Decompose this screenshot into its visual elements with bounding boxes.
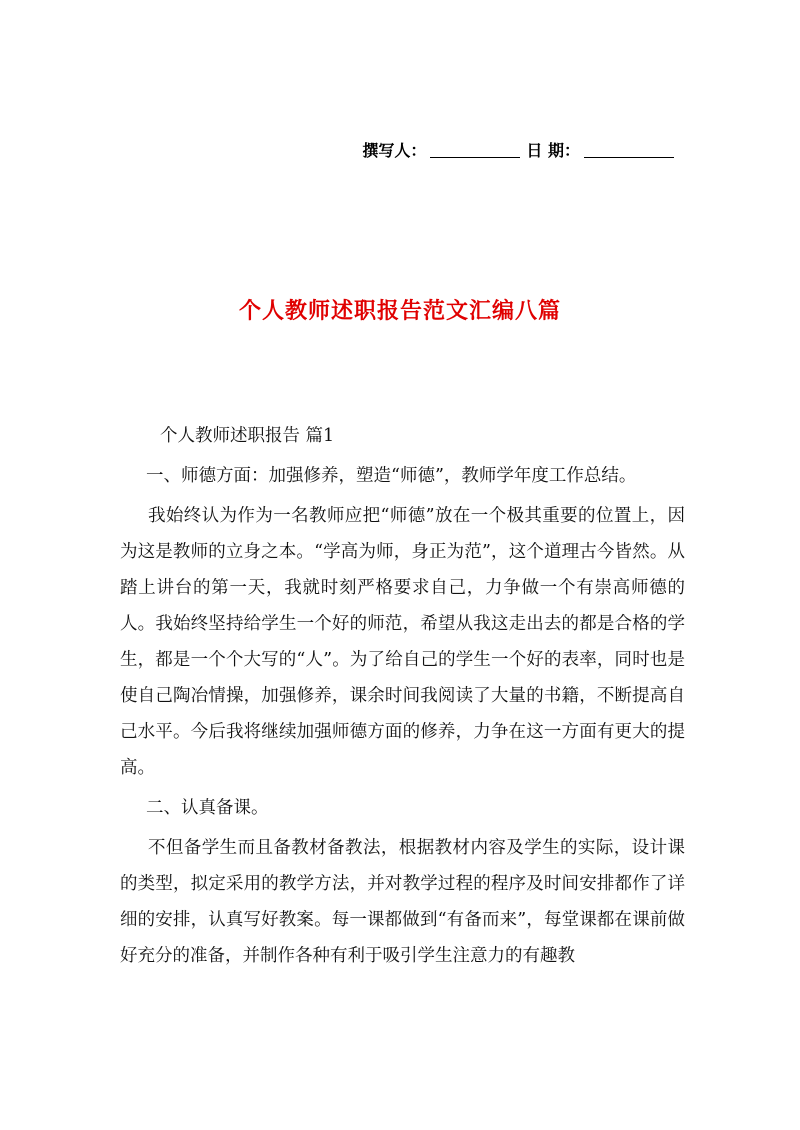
section-2-paragraph: 不但备学生而且备教材备教法，根据教材内容及学生的实际，设计课的类型，拟定采用的教学方法，并对教学过程的程序及时间安排都作了详细的安排，认真写好教案。每一课都做到“有备而来”，每堂课都在课前做好充分的准备，并制作各种有利于吸引学生注意力的有趣教 [120,838,685,966]
section-1-heading: 一、师德方面：加强修养，塑造“师德”，教师学年度工作总结。 [146,466,637,486]
author-blank [430,143,520,158]
author-label: 撰写人： [362,141,427,160]
document-body [120,418,685,978]
author-date-line [362,138,680,161]
date-label: 日 期： [526,141,580,160]
date-blank [584,143,674,158]
section-1-paragraph: 我始终认为作为一名教师应把“师德”放在一个极其重要的位置上，因为这是教师的立身之本。“学高为师，身正为范”，这个道理古今皆然。从踏上讲台的第一天，我就时刻严格要求自己，力争做一个有崇高师德的人。我始终坚持给学生一个好的师范，希望从我这走出去的都是合格的学生，都是一个个大写的“人”。为了给自己的学生一个好的表率，同时也是使自己陶冶情操，加强修养，课余时间我阅读了大量的书籍，不断提高自己水平。今后我将继续加强师德方面的修养，力争在这一方面有更大的提高。 [120,506,685,778]
article-subheading: 个人教师述职报告 篇1 [160,426,335,446]
section-2-heading: 二、认真备课。 [146,798,269,818]
document-title: 个人教师述职报告范文汇编八篇 [238,298,561,324]
